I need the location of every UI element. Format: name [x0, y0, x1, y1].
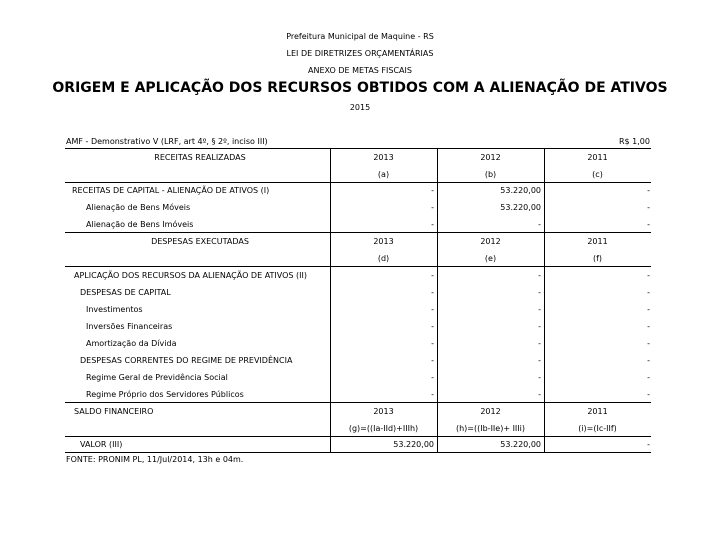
cell-value: - — [647, 440, 650, 449]
cell-value: - — [647, 356, 650, 365]
row-label: Amortização da Dívida — [86, 339, 177, 348]
row-label: Alienação de Bens Móveis — [86, 203, 191, 212]
row-label: Regime Próprio dos Servidores Públicos — [86, 390, 244, 399]
table-top-rule — [65, 148, 651, 149]
table-caption: AMF - Demonstrativo V (LRF, art 4º, § 2º, inciso III) — [66, 137, 268, 146]
cell-value: - — [538, 373, 541, 382]
despesas-header-rule — [65, 266, 651, 267]
page-title: ORIGEM E APLICAÇÃO DOS RECURSOS OBTIDOS COM A ALIENAÇÃO DE ATIVOS — [52, 80, 668, 96]
row-label: DESPESAS DE CAPITAL — [80, 288, 171, 297]
despesas-year-2013: 2013 — [373, 237, 394, 246]
saldo-year-2013: 2013 — [373, 407, 394, 416]
header-municipality: Prefeitura Municipal de Maquine - RS — [286, 32, 434, 41]
despesas-letter-d: (d) — [377, 254, 390, 263]
cell-value: - — [431, 271, 434, 280]
saldo-header-label: SALDO FINANCEIRO — [74, 407, 154, 416]
source-footer: FONTE: PRONIM PL, 11/Jul/2014, 13h e 04m. — [66, 455, 244, 464]
table-bottom-rule — [65, 452, 651, 453]
cell-value: - — [538, 390, 541, 399]
receitas-letter-c: (c) — [592, 170, 603, 179]
cell-value: - — [538, 339, 541, 348]
currency-label: R$ 1,00 — [618, 137, 650, 146]
row-label: RECEITAS DE CAPITAL - ALIENAÇÃO DE ATIVOS (I) — [72, 186, 270, 195]
row-label: Alienação de Bens Imóveis — [86, 220, 194, 229]
despesas-letter-e: (e) — [484, 254, 497, 263]
saldo-formula-i: (i)=(Ic-IIf) — [578, 424, 617, 433]
despesas-year-2012: 2012 — [480, 237, 501, 246]
cell-value: - — [647, 322, 650, 331]
cell-value: - — [647, 186, 650, 195]
despesas-header-label: DESPESAS EXECUTADAS — [151, 237, 249, 246]
cell-value: - — [431, 203, 434, 212]
cell-value: - — [647, 203, 650, 212]
receitas-letter-b: (b) — [484, 170, 497, 179]
row-label: APLICAÇÃO DOS RECURSOS DA ALIENAÇÃO DE ATIVOS (II) — [74, 271, 307, 280]
header-law: LEI DE DIRETRIZES ORÇAMENTÁRIAS — [286, 49, 434, 58]
saldo-formula-h: (h)=((Ib-IIe)+ IIIi) — [455, 424, 525, 433]
saldo-header-rule — [65, 436, 651, 437]
cell-value: - — [431, 339, 434, 348]
receitas-header-rule — [65, 182, 651, 183]
receitas-year-2013: 2013 — [373, 153, 394, 162]
cell-value: - — [538, 322, 541, 331]
cell-value: - — [647, 271, 650, 280]
cell-value: - — [431, 220, 434, 229]
cell-value: - — [647, 339, 650, 348]
row-label: Regime Geral de Previdência Social — [86, 373, 228, 382]
header-annex: ANEXO DE METAS FISCAIS — [308, 66, 412, 75]
cell-value: - — [431, 356, 434, 365]
cell-value: - — [431, 186, 434, 195]
header-year: 2015 — [349, 103, 371, 112]
cell-value: 53.220,00 — [500, 440, 541, 449]
cell-value: - — [431, 288, 434, 297]
saldo-formula-g: (g)=((Ia-IId)+IIIh) — [348, 424, 419, 433]
receitas-letter-a: (a) — [377, 170, 390, 179]
receitas-bottom-rule — [65, 232, 651, 233]
receitas-year-2011: 2011 — [587, 153, 608, 162]
row-label: VALOR (III) — [80, 440, 123, 449]
cell-value: 53.220,00 — [500, 186, 541, 195]
cell-value: - — [647, 220, 650, 229]
cell-value: - — [647, 288, 650, 297]
row-label: DESPESAS CORRENTES DO REGIME DE PREVIDÊNCIA — [80, 356, 293, 365]
cell-value: - — [538, 356, 541, 365]
despesas-year-2011: 2011 — [587, 237, 608, 246]
cell-value: - — [647, 305, 650, 314]
cell-value: - — [647, 373, 650, 382]
despesas-bottom-rule — [65, 402, 651, 403]
despesas-letter-f: (f) — [592, 254, 603, 263]
cell-value: - — [431, 322, 434, 331]
saldo-year-2012: 2012 — [480, 407, 501, 416]
row-label: Inversões Financeiras — [86, 322, 173, 331]
receitas-header-label: RECEITAS REALIZADAS — [154, 153, 246, 162]
cell-value: - — [431, 390, 434, 399]
receitas-year-2012: 2012 — [480, 153, 501, 162]
cell-value: 53.220,00 — [393, 440, 434, 449]
cell-value: - — [538, 271, 541, 280]
cell-value: - — [647, 390, 650, 399]
cell-value: - — [431, 373, 434, 382]
cell-value: - — [538, 305, 541, 314]
saldo-year-2011: 2011 — [587, 407, 608, 416]
row-label: Investimentos — [86, 305, 143, 314]
cell-value: 53.220,00 — [500, 203, 541, 212]
cell-value: - — [538, 288, 541, 297]
cell-value: - — [538, 220, 541, 229]
cell-value: - — [431, 305, 434, 314]
